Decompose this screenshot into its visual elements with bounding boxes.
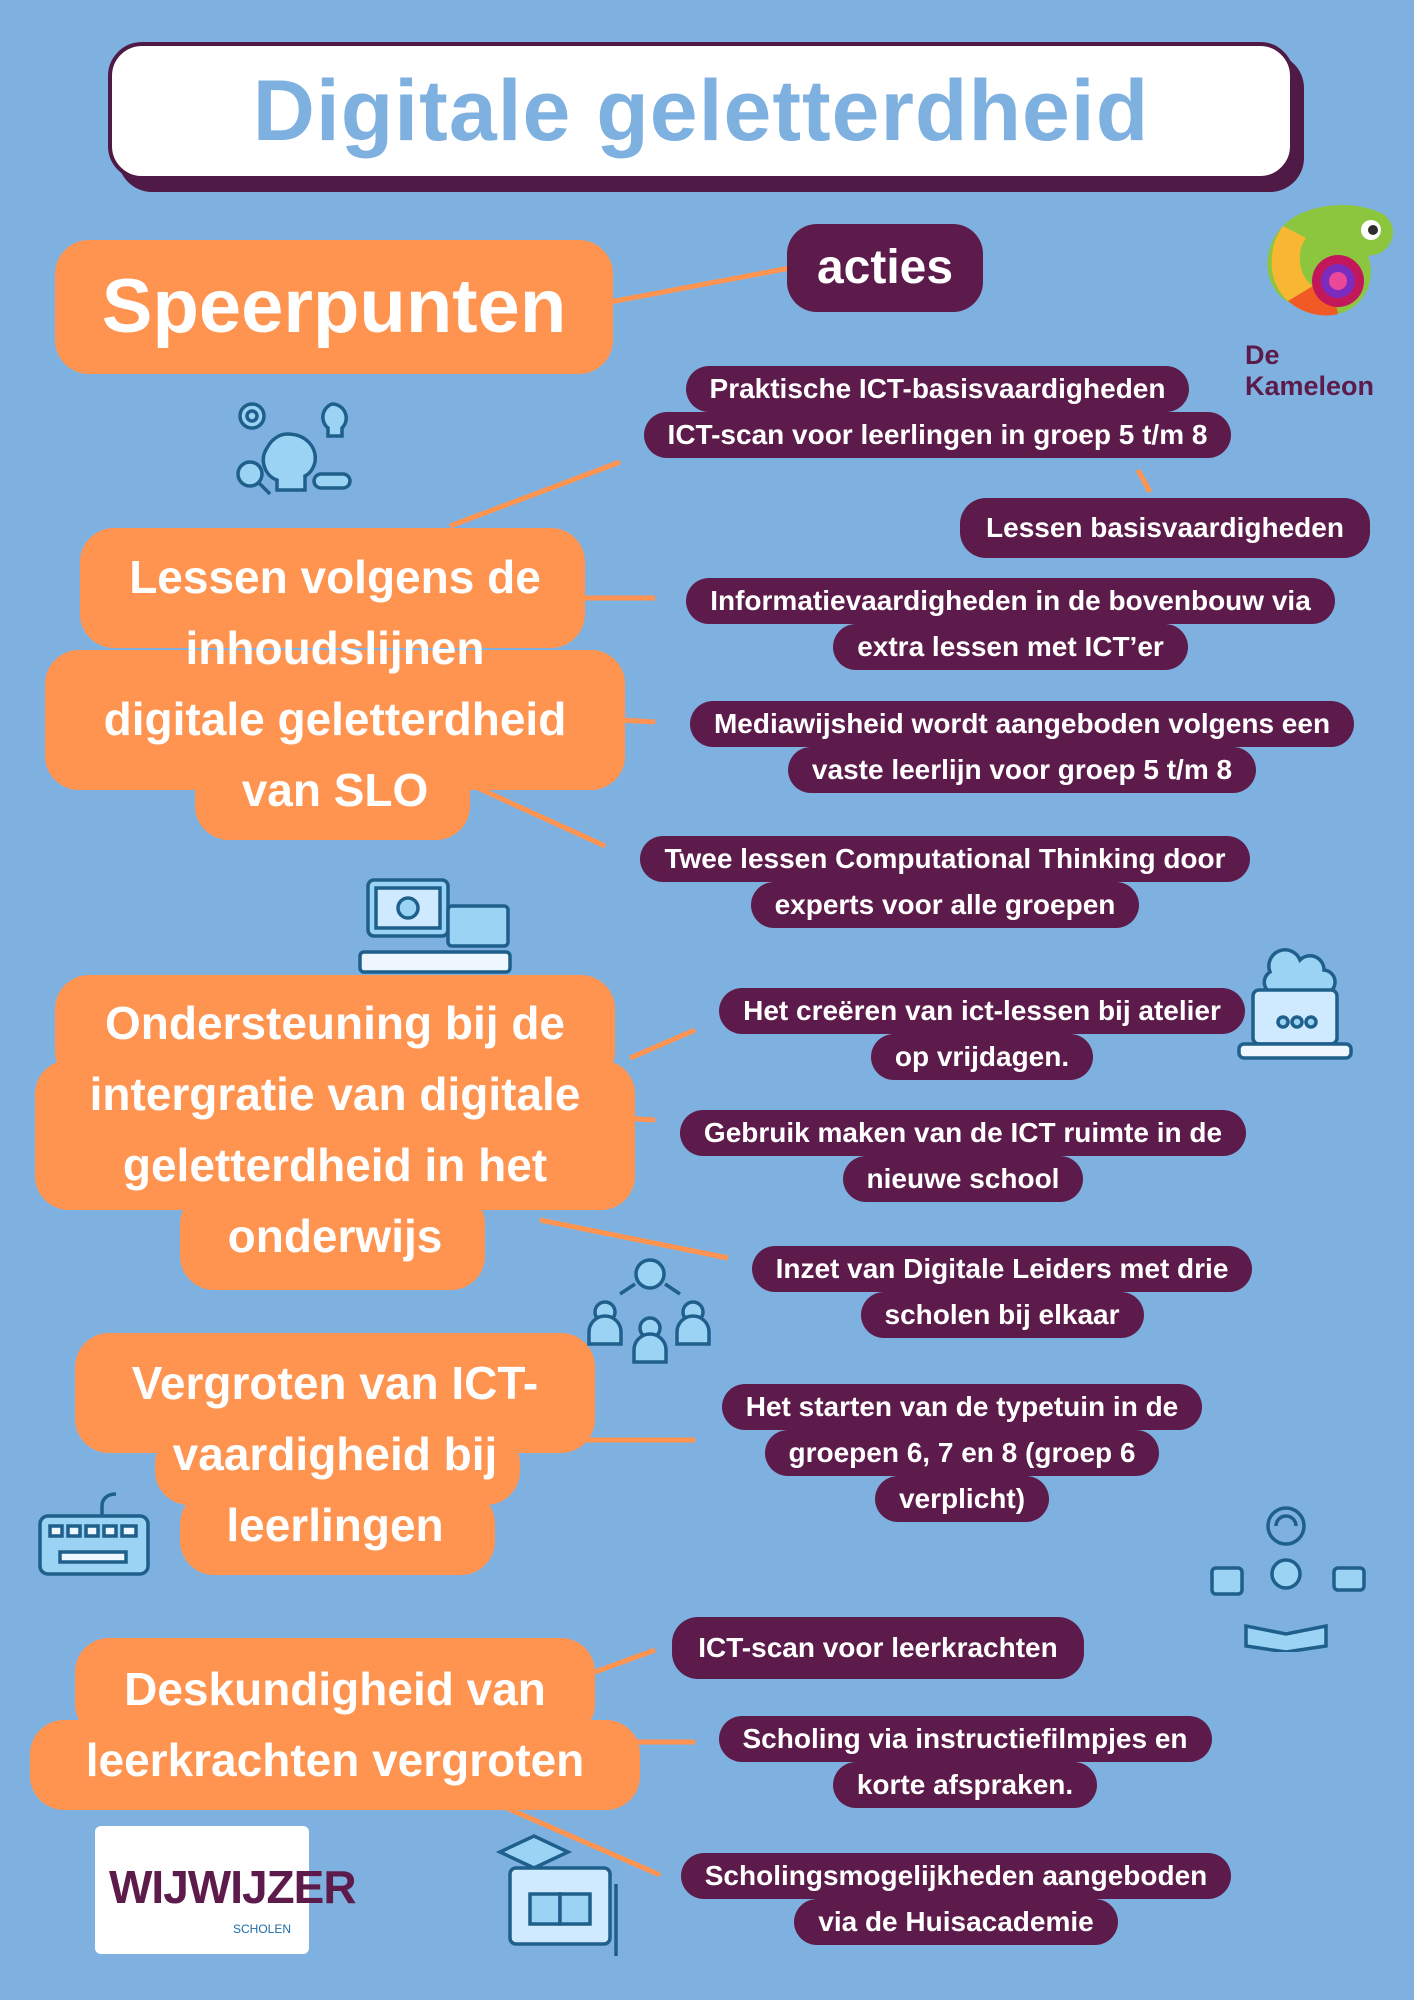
computer-workstation-icon <box>358 870 518 978</box>
speerpunt-1 <box>45 528 625 840</box>
actie-9-line-3: verplicht) <box>875 1476 1049 1522</box>
actie-9 <box>692 1384 1232 1522</box>
actie-10 <box>648 1617 1108 1679</box>
speerpunt-2-line-1: Ondersteuning bij de <box>104 997 566 1049</box>
header-acties <box>787 224 983 312</box>
connector-a1-a2 <box>1138 470 1150 492</box>
speerpunt-3-line-3: leerlingen <box>226 1498 444 1551</box>
actie-5-line-2: experts voor alle groepen <box>751 882 1140 928</box>
team-network-icon <box>585 1252 715 1370</box>
actie-12 <box>650 1853 1262 1945</box>
actie-4-line-2: vaste leerlijn voor groep 5 t/m 8 <box>788 747 1256 793</box>
connector-header <box>610 268 790 302</box>
graduation-screen-icon <box>490 1824 630 1964</box>
actie-4 <box>652 701 1392 793</box>
actie-9-line-2: groepen 6, 7 en 8 (groep 6 <box>765 1430 1160 1476</box>
ideas-icon <box>232 394 362 506</box>
speerpunt-3-line-2: vaardigheid bij <box>172 1427 498 1480</box>
actie-10-line-1: ICT-scan voor leerkrachten <box>672 1617 1083 1679</box>
actie-7-line-2: nieuwe school <box>843 1156 1084 1202</box>
actie-6-line-1: Het creëren van ict-lessen bij atelier <box>719 988 1245 1034</box>
wijwijzer-logo-text: WIJWIJZER <box>109 1861 356 1913</box>
header-acties-label: acties <box>816 241 954 294</box>
actie-1-line-2: ICT-scan voor leerlingen in groep 5 t/m 8 <box>644 412 1232 458</box>
speerpunt-4-line-1: Deskundigheid van <box>124 1663 546 1715</box>
speerpunt-4-line-2: leerkrachten vergroten <box>85 1734 585 1786</box>
wijwijzer-logo-sub: SCHOLEN <box>232 1922 291 1936</box>
cloud-laptop-icon <box>1235 942 1360 1070</box>
connector-1-a4 <box>620 720 655 722</box>
actie-8-line-2: scholen bij elkaar <box>861 1292 1144 1338</box>
actie-7 <box>648 1110 1278 1202</box>
actie-1-line-1: Praktische ICT-basisvaardigheden <box>686 366 1190 412</box>
actie-7-line-1: Gebruik maken van de ICT ruimte in de <box>680 1110 1246 1156</box>
speerpunt-4 <box>30 1645 640 1805</box>
actie-12-line-2: via de Huisacademie <box>794 1899 1117 1945</box>
wijwijzer-logo <box>95 1826 356 1954</box>
speerpunt-2-line-2: intergratie van digitale <box>89 1068 581 1120</box>
chameleon-logo-icon <box>1258 196 1398 326</box>
actie-6-line-2: op vrijdagen. <box>871 1034 1093 1080</box>
speerpunt-1-line-3: digitale geletterdheid <box>103 693 567 745</box>
actie-3-line-1: Informatievaardigheden in de bovenbouw via <box>686 578 1335 624</box>
page-title: Digitale geletterdheid <box>252 62 1150 159</box>
actie-3-line-2: extra lessen met ICT’er <box>833 624 1188 670</box>
keyboard-icon <box>36 1490 154 1582</box>
speerpunt-1-line-2: inhoudslijnen <box>185 622 485 674</box>
actie-2-line-1: Lessen basisvaardigheden <box>960 498 1370 558</box>
actie-5-line-1: Twee lessen Computational Thinking door <box>640 836 1249 882</box>
speerpunt-2 <box>35 975 635 1285</box>
actie-2 <box>940 498 1390 558</box>
actie-3 <box>648 578 1373 670</box>
header-speerpunten-label: Speerpunten <box>101 264 567 349</box>
connector-2-a6 <box>630 1030 695 1058</box>
actie-8-line-1: Inzet van Digitale Leiders met drie <box>752 1246 1253 1292</box>
actie-11-line-1: Scholing via instructiefilmpjes en <box>719 1716 1212 1762</box>
actie-4-line-1: Mediawijsheid wordt aangeboden volgens een <box>690 701 1354 747</box>
online-learning-icon <box>1208 1502 1368 1652</box>
actie-8 <box>722 1246 1282 1338</box>
actie-6 <box>687 988 1277 1080</box>
actie-9-line-1: Het starten van de typetuin in de <box>722 1384 1203 1430</box>
actie-12-line-1: Scholingsmogelijkheden aangeboden <box>681 1853 1232 1899</box>
speerpunt-2-line-3: geletterdheid in het <box>122 1139 548 1191</box>
speerpunt-2-line-4: onderwijs <box>227 1210 443 1262</box>
logo-name: De Kameleon <box>1245 340 1375 401</box>
speerpunt-3-line-1: Vergroten van ICT- <box>131 1356 539 1409</box>
actie-11 <box>690 1716 1240 1808</box>
connector-1-a1 <box>450 462 620 526</box>
actie-1 <box>600 366 1275 458</box>
speerpunt-1-line-1: Lessen volgens de <box>129 551 541 603</box>
speerpunt-1-line-4: van SLO <box>241 764 429 816</box>
header-speerpunten <box>55 240 613 374</box>
actie-11-line-2: korte afspraken. <box>833 1762 1097 1808</box>
title-banner <box>108 42 1294 180</box>
actie-5 <box>600 836 1290 928</box>
